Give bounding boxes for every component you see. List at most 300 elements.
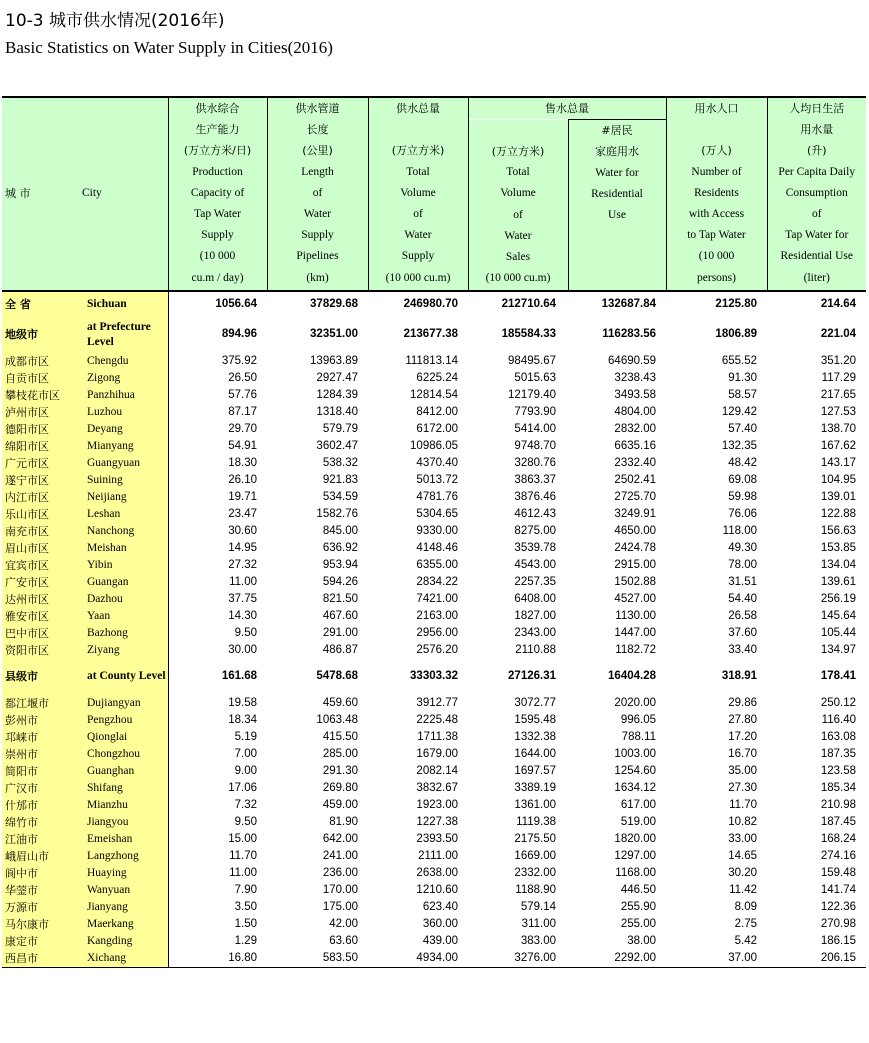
- total-sales-value: 8275.00: [514, 524, 556, 537]
- pipeline-length-value: 285.00: [322, 747, 358, 760]
- per-capita-value: 117.29: [821, 371, 856, 384]
- city-name-cn: 县级市: [2, 659, 79, 695]
- city-name-cn: 宜宾市区: [2, 557, 79, 574]
- total-supply-value: 1711.38: [417, 730, 458, 743]
- residential-use-value: 2915.00: [614, 558, 656, 571]
- per-capita-value: 134.04: [820, 558, 856, 571]
- city-name-cn: 华蓥市: [2, 882, 79, 899]
- residents-value: 14.65: [728, 849, 757, 862]
- residents-value: 10.82: [728, 815, 757, 828]
- residential-use-value: 1447.00: [614, 626, 656, 639]
- per-capita-value: 127.53: [820, 405, 856, 418]
- total-sales-value: 3863.37: [514, 473, 556, 486]
- city-name-cn: 德阳市区: [2, 421, 79, 438]
- capacity-value: 1.29: [234, 934, 257, 947]
- total-sales-value: 1669.00: [514, 849, 556, 862]
- pipeline-length-value: 583.50: [267, 950, 368, 968]
- city-name-en: Emeishan: [79, 831, 168, 848]
- residential-use-value: 519.00: [620, 815, 656, 828]
- capacity-value: 29.70: [228, 422, 257, 435]
- header-city-en: City: [79, 97, 168, 291]
- residents-value: 76.06: [728, 507, 757, 520]
- pipeline-length-value: 459.00: [322, 798, 358, 811]
- capacity-value: 11.00: [229, 866, 257, 879]
- residents-value: 78.00: [728, 558, 757, 571]
- city-name-cn: 邛崃市: [2, 729, 79, 746]
- capacity-value: 375.92: [221, 354, 257, 367]
- residents-value: 26.58: [728, 609, 757, 622]
- capacity-value: 26.10: [228, 473, 257, 486]
- residential-use-value: 3238.43: [614, 371, 656, 384]
- capacity-value: 894.96: [221, 328, 257, 341]
- city-name-en: Yibin: [79, 557, 168, 574]
- total-sales-value: 3280.76: [514, 456, 556, 469]
- city-name-cn: 广汉市: [2, 780, 79, 797]
- total-supply-value: 7421.00: [416, 592, 458, 605]
- residents-value: 49.30: [728, 541, 757, 554]
- city-name-en: Yaan: [79, 608, 168, 625]
- total-sales-value: 98495.67: [508, 354, 556, 367]
- table-title-en: Basic Statistics on Water Supply in Cities(2016): [5, 38, 333, 57]
- total-sales-value: 185584.33: [501, 328, 556, 341]
- table-row: [2, 404, 866, 421]
- residents-value: 48.42: [728, 456, 757, 469]
- per-capita-value: 351.20: [820, 354, 856, 367]
- capacity-value: 16.80: [168, 950, 267, 968]
- table-row: [2, 591, 866, 608]
- city-name-cn: 峨眉山市: [2, 848, 79, 865]
- table-row: [2, 780, 866, 797]
- city-name-en: Suining: [79, 472, 168, 489]
- per-capita-value: 105.44: [820, 626, 856, 639]
- table-row: [2, 763, 866, 780]
- total-supply-value: 2393.50: [416, 832, 458, 845]
- per-capita-value: 187.35: [820, 747, 856, 760]
- residents-value: 59.98: [728, 490, 757, 503]
- city-name-cn: 广安市区: [2, 574, 79, 591]
- residential-use-value: 996.05: [620, 713, 656, 726]
- city-name-cn: 阆中市: [2, 865, 79, 882]
- capacity-value: 18.34: [228, 713, 257, 726]
- capacity-value: 87.17: [228, 405, 257, 418]
- total-supply-value: 5304.65: [416, 507, 458, 520]
- capacity-value: 57.76: [228, 388, 257, 401]
- header-total-supply: 供水总量 (万立方米) Total Volume of Water Supply (10 000 cu.m): [368, 97, 468, 291]
- total-supply-value: 213677.38: [403, 328, 458, 341]
- table-row: [2, 814, 866, 831]
- total-supply-value: 2638.00: [416, 866, 458, 879]
- total-sales-value: 3539.78: [514, 541, 556, 554]
- pipeline-length-value: 921.83: [322, 473, 358, 486]
- total-supply-value: 6225.24: [416, 371, 458, 384]
- city-name-cn: 都江堰市: [2, 695, 79, 712]
- pipeline-length-value: 32351.00: [310, 328, 358, 341]
- residents-value: 2.75: [734, 917, 757, 930]
- residents-value: 69.08: [728, 473, 757, 486]
- table-row: [2, 642, 866, 659]
- pipeline-length-value: 1582.76: [316, 507, 358, 520]
- residential-use-value: 38.00: [627, 934, 656, 947]
- city-name-en: Meishan: [79, 540, 168, 557]
- city-name-cn: 泸州市区: [2, 404, 79, 421]
- city-name-en: Wanyuan: [79, 882, 168, 899]
- table-row: [2, 695, 866, 712]
- city-name-en: at Prefecture Level: [79, 317, 168, 353]
- city-name-cn: 简阳市: [2, 763, 79, 780]
- table-row: [2, 370, 866, 387]
- residential-use-value: 2292.00: [568, 950, 666, 968]
- city-name-cn: 眉山市区: [2, 540, 79, 557]
- capacity-value: 17.06: [228, 781, 257, 794]
- table-row: [2, 557, 866, 574]
- capacity-value: 30.60: [228, 524, 257, 537]
- table-row: [2, 540, 866, 557]
- city-name-en: Deyang: [79, 421, 168, 438]
- per-capita-value: 167.62: [820, 439, 856, 452]
- city-name-en: Sichuan: [79, 291, 168, 317]
- total-sales-value: 1188.90: [515, 883, 556, 896]
- pipeline-length-value: 175.00: [322, 900, 358, 913]
- residential-use-value: 1003.00: [614, 747, 656, 760]
- residents-value: 35.00: [728, 764, 757, 777]
- total-sales-value: 5414.00: [514, 422, 556, 435]
- residential-use-value: 1130.00: [615, 609, 656, 622]
- header-residential-use: #居民 家庭用水 Water for Residential Use: [568, 120, 666, 291]
- pipeline-length-value: 13963.89: [310, 354, 358, 367]
- city-name-cn: 内江市区: [2, 489, 79, 506]
- total-supply-value: 10986.05: [410, 439, 458, 452]
- city-name-cn: 南充市区: [2, 523, 79, 540]
- per-capita-value: 145.64: [820, 609, 856, 622]
- residential-use-value: 2832.00: [614, 422, 656, 435]
- residents-value: 31.51: [728, 575, 757, 588]
- per-capita-value: 122.36: [820, 900, 856, 913]
- city-name-en: Qionglai: [79, 729, 168, 746]
- residents-value: 5.42: [734, 934, 757, 947]
- water-supply-table: [2, 96, 866, 968]
- total-supply-value: 6355.00: [416, 558, 458, 571]
- city-name-cn: 雅安市区: [2, 608, 79, 625]
- capacity-value: 27.32: [228, 558, 257, 571]
- per-capita-value: 168.24: [820, 832, 856, 845]
- table-row: [2, 916, 866, 933]
- total-supply-value: 1923.00: [416, 798, 458, 811]
- per-capita-value: 134.97: [820, 643, 856, 656]
- residential-use-value: 64690.59: [608, 354, 656, 367]
- residential-use-value: 4527.00: [614, 592, 656, 605]
- residents-value: 91.30: [728, 371, 757, 384]
- total-supply-value: 4148.46: [416, 541, 458, 554]
- city-name-en: Kangding: [79, 933, 168, 950]
- residential-use-value: 3249.91: [614, 507, 656, 520]
- capacity-value: 11.00: [229, 575, 257, 588]
- city-name-cn: 崇州市: [2, 746, 79, 763]
- capacity-value: 15.00: [228, 832, 257, 845]
- city-name-cn: 彭州市: [2, 712, 79, 729]
- total-supply-value: 8412.00: [416, 405, 458, 418]
- per-capita-value: 274.16: [820, 849, 856, 862]
- residents-value: 27.80: [728, 713, 757, 726]
- pipeline-length-value: 63.60: [329, 934, 358, 947]
- table-row: [2, 848, 866, 865]
- table-row: [2, 608, 866, 625]
- city-name-en: Xichang: [79, 950, 168, 968]
- city-name-en: Neijiang: [79, 489, 168, 506]
- city-name-cn: 攀枝花市区: [2, 387, 79, 404]
- city-name-cn: 康定市: [2, 933, 79, 950]
- total-sales-value: 311.00: [521, 917, 556, 930]
- residents-value: 33.40: [728, 643, 757, 656]
- residential-use-value: 16404.28: [608, 670, 656, 683]
- city-name-en: Guangyuan: [79, 455, 168, 472]
- capacity-value: 11.70: [229, 849, 257, 862]
- total-supply-value: 623.40: [422, 900, 458, 913]
- residents-value: 33.00: [728, 832, 757, 845]
- residents-value: 129.42: [721, 405, 757, 418]
- residential-use-value: 2424.78: [614, 541, 656, 554]
- total-sales-value: 9748.70: [514, 439, 556, 452]
- city-name-cn: 自贡市区: [2, 370, 79, 387]
- residential-use-value: 617.00: [620, 798, 656, 811]
- total-sales-value: 3876.46: [514, 490, 556, 503]
- city-name-en: Huaying: [79, 865, 168, 882]
- city-name-en: Jiangyou: [79, 814, 168, 831]
- pipeline-length-value: 3602.47: [316, 439, 358, 452]
- table-row: [2, 950, 866, 968]
- pipeline-length-value: 37829.68: [267, 291, 368, 317]
- table-row: [2, 882, 866, 899]
- capacity-value: 54.91: [228, 439, 257, 452]
- city-name-cn: 资阳市区: [2, 642, 79, 659]
- total-sales-value: 4612.43: [514, 507, 556, 520]
- city-name-en: Guanghan: [79, 763, 168, 780]
- residential-use-value: 446.50: [620, 883, 656, 896]
- city-name-en: Zigong: [79, 370, 168, 387]
- table-row: [2, 712, 866, 729]
- city-name-en: Leshan: [79, 506, 168, 523]
- capacity-value: 14.95: [228, 541, 257, 554]
- per-capita-value: 210.98: [820, 798, 856, 811]
- table-row: [2, 438, 866, 455]
- pipeline-length-value: 236.00: [322, 866, 358, 879]
- pipeline-length-value: 241.00: [322, 849, 358, 862]
- total-supply-value: 360.00: [422, 917, 458, 930]
- total-sales-value: 4543.00: [514, 558, 556, 571]
- total-supply-value: 4781.76: [416, 490, 458, 503]
- city-name-en: at County Level: [79, 659, 168, 695]
- total-sales-value: 6408.00: [514, 592, 556, 605]
- capacity-value: 7.32: [234, 798, 257, 811]
- total-supply-value: 2111.00: [418, 849, 458, 862]
- city-name-cn: 绵竹市: [2, 814, 79, 831]
- residential-use-value: 2502.41: [614, 473, 656, 486]
- city-name-en: Maerkang: [79, 916, 168, 933]
- total-sales-value: 5015.63: [514, 371, 556, 384]
- city-name-en: Jianyang: [79, 899, 168, 916]
- capacity-value: 1056.64: [168, 291, 267, 317]
- table-title-cn: 10-3 城市供水情况(2016年): [5, 11, 225, 31]
- total-sales-value: 3389.19: [514, 781, 556, 794]
- table-row: [2, 659, 866, 695]
- total-supply-value: 2834.22: [416, 575, 458, 588]
- table-row: [2, 317, 866, 353]
- residential-use-value: 132687.84: [568, 291, 666, 317]
- total-supply-value: 4934.00: [368, 950, 468, 968]
- residential-use-value: 1634.12: [614, 781, 656, 794]
- table-row: [2, 899, 866, 916]
- per-capita-value: 256.19: [820, 592, 856, 605]
- capacity-value: 23.47: [228, 507, 257, 520]
- header-pipeline-length: 供水管道 长度 (公里) Length of Water Supply Pipelines (km): [267, 97, 368, 291]
- residents-value: 1806.89: [715, 328, 757, 341]
- header-capacity: 供水综合 生产能力 (万立方米/日) Production Capacity of Tap Water Supply (10 000 cu.m / day): [168, 97, 267, 291]
- per-capita-value: 159.48: [820, 866, 856, 879]
- residents-value: 118.00: [722, 524, 757, 537]
- pipeline-length-value: 291.30: [322, 764, 358, 777]
- table-row: [2, 353, 866, 370]
- pipeline-length-value: 1063.48: [316, 713, 358, 726]
- total-sales-value: 1332.38: [514, 730, 556, 743]
- per-capita-value: 139.01: [820, 490, 856, 503]
- total-supply-value: 246980.70: [368, 291, 468, 317]
- residential-use-value: 1297.00: [614, 849, 656, 862]
- per-capita-value: 187.45: [820, 815, 856, 828]
- per-capita-value: 270.98: [820, 917, 856, 930]
- city-name-cn: 巴中市区: [2, 625, 79, 642]
- header-city-cn: 城 市: [2, 97, 79, 291]
- per-capita-value: 139.61: [820, 575, 856, 588]
- residents-value: 37.00: [666, 950, 767, 968]
- residential-use-value: 1820.00: [614, 832, 656, 845]
- per-capita-value: 104.95: [820, 473, 856, 486]
- city-name-en: Panzhihua: [79, 387, 168, 404]
- header-residents: 用水人口 (万人) Number of Residents with Access to Tap Water (10 000 persons): [666, 97, 767, 291]
- total-supply-value: 2956.00: [416, 626, 458, 639]
- total-sales-value: 2332.00: [514, 866, 556, 879]
- capacity-value: 30.00: [228, 643, 257, 656]
- total-sales-value: 383.00: [520, 934, 556, 947]
- per-capita-value: 153.85: [820, 541, 856, 554]
- city-name-cn: 地级市: [2, 317, 79, 353]
- total-supply-value: 3912.77: [416, 696, 458, 709]
- per-capita-value: 217.65: [820, 388, 856, 401]
- city-name-en: Chengdu: [79, 353, 168, 370]
- city-name-en: Ziyang: [79, 642, 168, 659]
- total-sales-value: 1119.38: [516, 815, 556, 828]
- table-row: [2, 797, 866, 814]
- per-capita-value: 116.40: [821, 713, 856, 726]
- city-name-en: Chongzhou: [79, 746, 168, 763]
- table-row: [2, 421, 866, 438]
- total-sales-value: 1697.57: [514, 764, 556, 777]
- residential-use-value: 2332.40: [614, 456, 656, 469]
- residents-value: 11.70: [729, 798, 757, 811]
- capacity-value: 3.50: [234, 900, 257, 913]
- table-row: [2, 625, 866, 642]
- total-sales-value: 2343.00: [514, 626, 556, 639]
- residential-use-value: 788.11: [621, 730, 656, 743]
- total-sales-value: 579.14: [520, 900, 556, 913]
- pipeline-length-value: 538.32: [322, 456, 358, 469]
- per-capita-value: 141.74: [820, 883, 856, 896]
- per-capita-value: 143.17: [820, 456, 856, 469]
- table-row: [2, 729, 866, 746]
- city-name-cn: 达州市区: [2, 591, 79, 608]
- total-supply-value: 9330.00: [416, 524, 458, 537]
- capacity-value: 18.30: [228, 456, 257, 469]
- total-sales-value: 3072.77: [514, 696, 556, 709]
- total-supply-value: 4370.40: [416, 456, 458, 469]
- header-total-sales-group: 售水总量: [468, 97, 666, 120]
- capacity-value: 19.58: [228, 696, 257, 709]
- city-name-cn: 广元市区: [2, 455, 79, 472]
- residents-value: 57.40: [728, 422, 757, 435]
- residential-use-value: 1254.60: [614, 764, 656, 777]
- residential-use-value: 3493.58: [614, 388, 656, 401]
- residents-value: 318.91: [721, 670, 757, 683]
- pipeline-length-value: 636.92: [322, 541, 358, 554]
- residents-value: 37.60: [728, 626, 757, 639]
- pipeline-length-value: 579.79: [322, 422, 358, 435]
- per-capita-value: 221.04: [820, 328, 856, 341]
- city-name-en: Pengzhou: [79, 712, 168, 729]
- pipeline-length-value: 1318.40: [316, 405, 358, 418]
- total-supply-value: 5013.72: [416, 473, 458, 486]
- per-capita-value: 163.08: [820, 730, 856, 743]
- pipeline-length-value: 467.60: [322, 609, 358, 622]
- total-sales-value: 1361.00: [514, 798, 556, 811]
- city-name-en: Mianyang: [79, 438, 168, 455]
- total-sales-value: 27126.31: [508, 670, 556, 683]
- total-sales-value: 1644.00: [514, 747, 556, 760]
- city-name-en: Langzhong: [79, 848, 168, 865]
- per-capita-value: 206.15: [767, 950, 866, 968]
- city-name-en: Luzhou: [79, 404, 168, 421]
- pipeline-length-value: 459.60: [322, 696, 358, 709]
- header-per-capita: 人均日生活 用水量 (升) Per Capita Daily Consumption of Tap Water for Residential Use (liter): [767, 97, 866, 291]
- capacity-value: 19.71: [228, 490, 257, 503]
- table-row: [2, 933, 866, 950]
- per-capita-value: 250.12: [820, 696, 856, 709]
- residents-value: 2125.80: [666, 291, 767, 317]
- capacity-value: 26.50: [228, 371, 257, 384]
- city-name-en: Dazhou: [79, 591, 168, 608]
- pipeline-length-value: 534.59: [322, 490, 358, 503]
- city-name-en: Shifang: [79, 780, 168, 797]
- city-name-en: Guangan: [79, 574, 168, 591]
- capacity-value: 161.68: [221, 670, 257, 683]
- table-row: [2, 746, 866, 763]
- city-name-cn: 什邡市: [2, 797, 79, 814]
- city-name-cn: 成都市区: [2, 353, 79, 370]
- table-row: [2, 865, 866, 882]
- total-supply-value: 2225.48: [416, 713, 458, 726]
- total-supply-value: 439.00: [422, 934, 458, 947]
- table-row: [2, 523, 866, 540]
- residents-value: 54.40: [728, 592, 757, 605]
- city-name-en: Dujiangyan: [79, 695, 168, 712]
- residents-value: 16.70: [728, 747, 757, 760]
- total-supply-value: 1227.38: [416, 815, 458, 828]
- capacity-value: 37.75: [228, 592, 257, 605]
- total-supply-value: 111813.14: [405, 354, 458, 367]
- per-capita-value: 156.63: [820, 524, 856, 537]
- city-name-cn: 万源市: [2, 899, 79, 916]
- residents-value: 8.09: [734, 900, 757, 913]
- city-name-cn: 遂宁市区: [2, 472, 79, 489]
- total-sales-value: 12179.40: [508, 388, 556, 401]
- residential-use-value: 1182.72: [615, 643, 656, 656]
